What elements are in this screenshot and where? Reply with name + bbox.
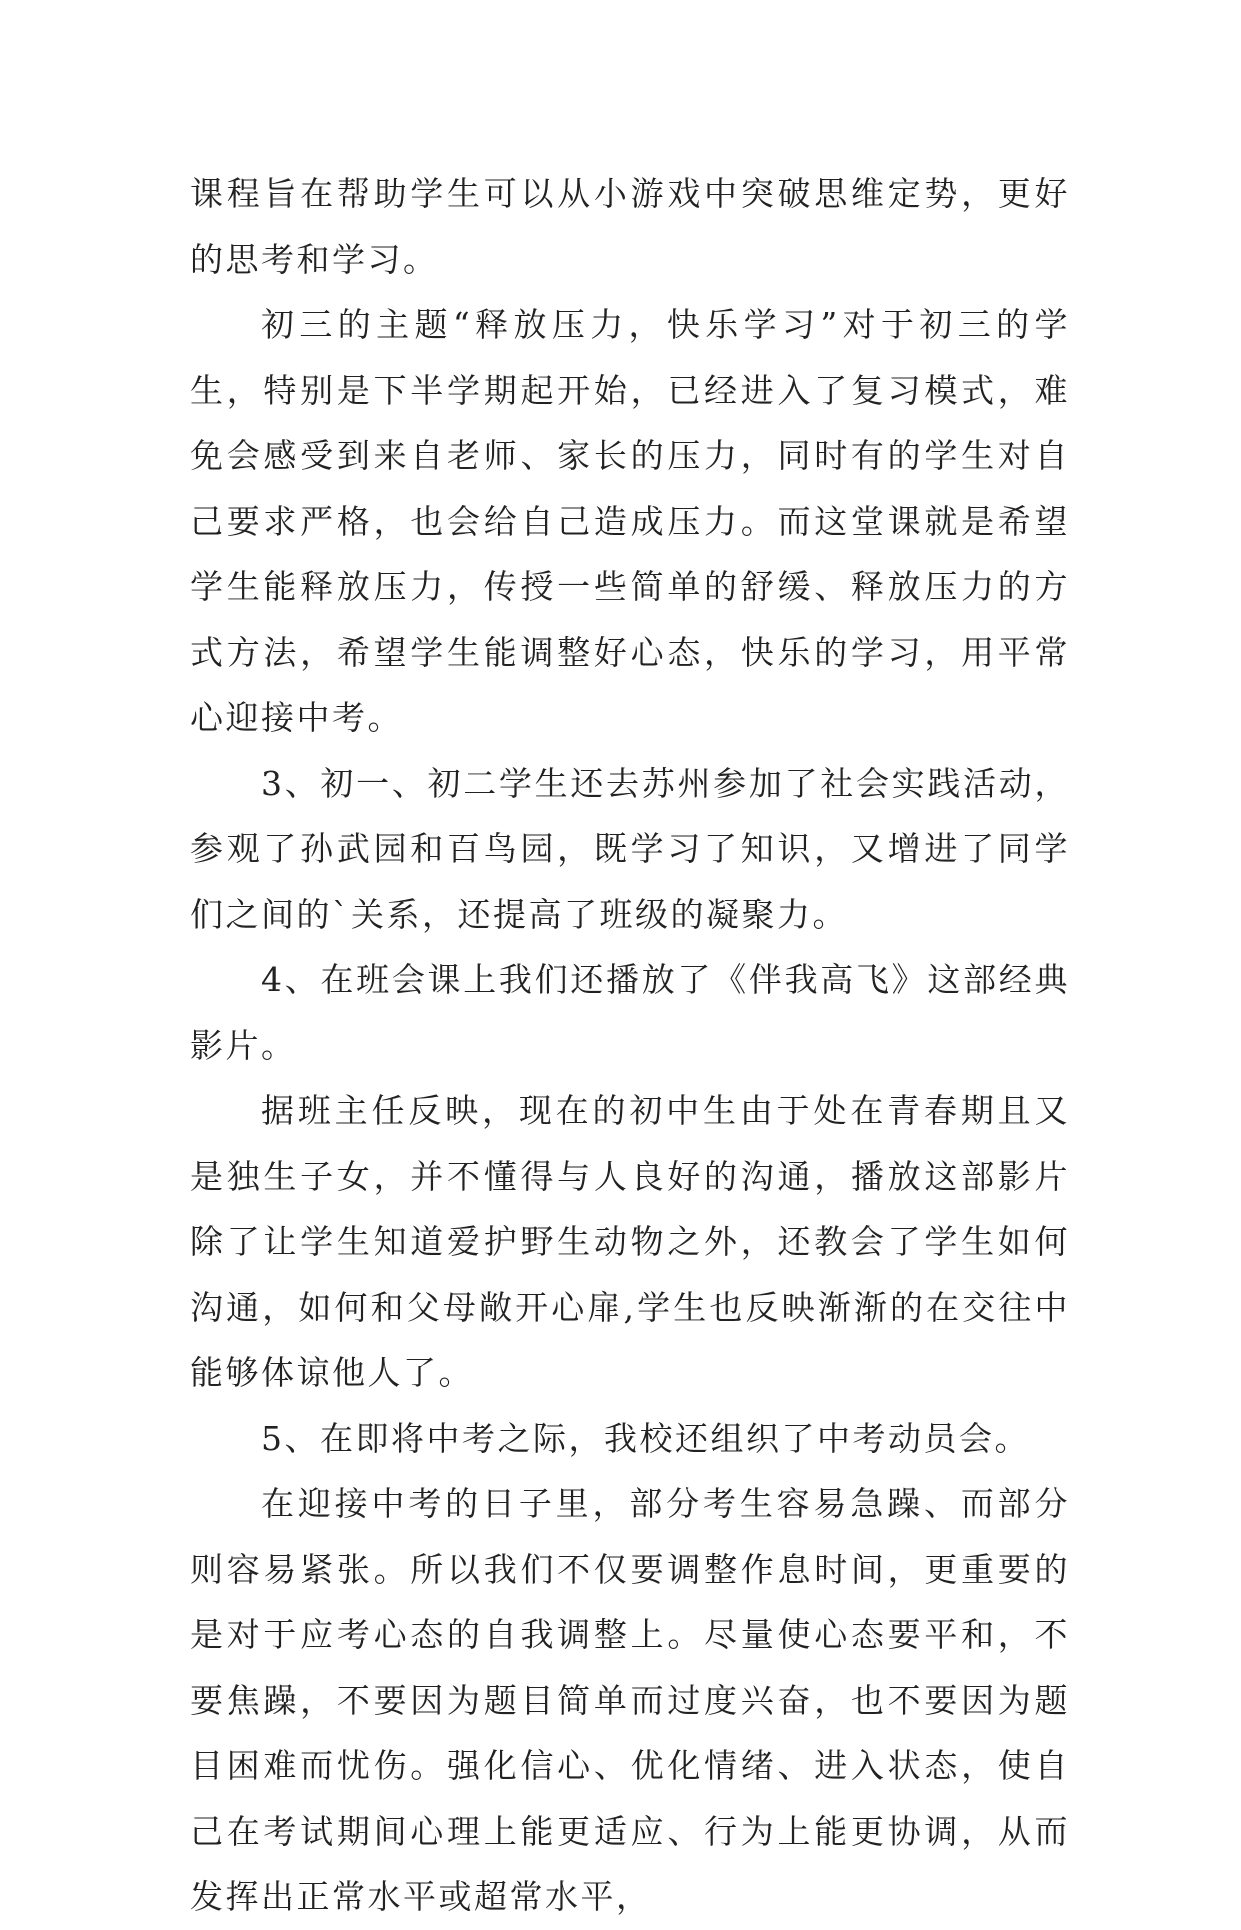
paragraph-course-purpose: 课程旨在帮助学生可以从小游戏中突破思维定势，更好的思考和学习。: [190, 174, 1070, 279]
paragraph-suzhou-practice: 3、初一、初二学生还去苏州参加了社会实践活动，参观了孙武园和百鸟园，既学习了知识，又增进了同学们之间的`关系，还提高了班级的凝聚力。: [190, 763, 1070, 934]
document-body: [190, 161, 1070, 1930]
paragraph-exam-mindset: 在迎接中考的日子里，部分考生容易急躁、而部分则容易紧张。所以我们不仅要调整作息时间，更重要的是对于应考心态的自我调整上。尽量使心态要平和，不要焦躁，不要因为题目简单而过度兴奋，也不要因为题目困难而忧伤。强化信心、优化情绪、进入状态，使自己在考试期间心理上能更适应、行为上能更协调，从而发挥出正常水平或超常水平，: [190, 1484, 1070, 1916]
paragraph-exam-mobilization: 5、在即将中考之际，我校还组织了中考动员会。: [261, 1418, 1030, 1458]
paragraph-teacher-feedback: 据班主任反映，现在的初中生由于处在青春期且又是独生子女，并不懂得与人良好的沟通，播放这部影片除了让学生知道爱护野生动物之外，还教会了学生如何沟通，如何和父母敞开心扉,学生也反映渐渐的在交往中能够体谅他人了。: [190, 1091, 1070, 1392]
paragraph-film-screening: 4、在班会课上我们还播放了《伴我高飞》这部经典影片。: [190, 960, 1070, 1065]
paragraph-grade-three-theme: 初三的主题“释放压力，快乐学习”对于初三的学生，特别是下半学期起开始，已经进入了复习模式，难免会感受到来自老师、家长的压力，同时有的学生对自己要求严格，也会给自己造成压力。而这堂课就是希望学生能释放压力，传授一些简单的舒缓、释放压力的方式方法，希望学生能调整好心态，快乐的学习，用平常心迎接中考。: [190, 305, 1070, 737]
